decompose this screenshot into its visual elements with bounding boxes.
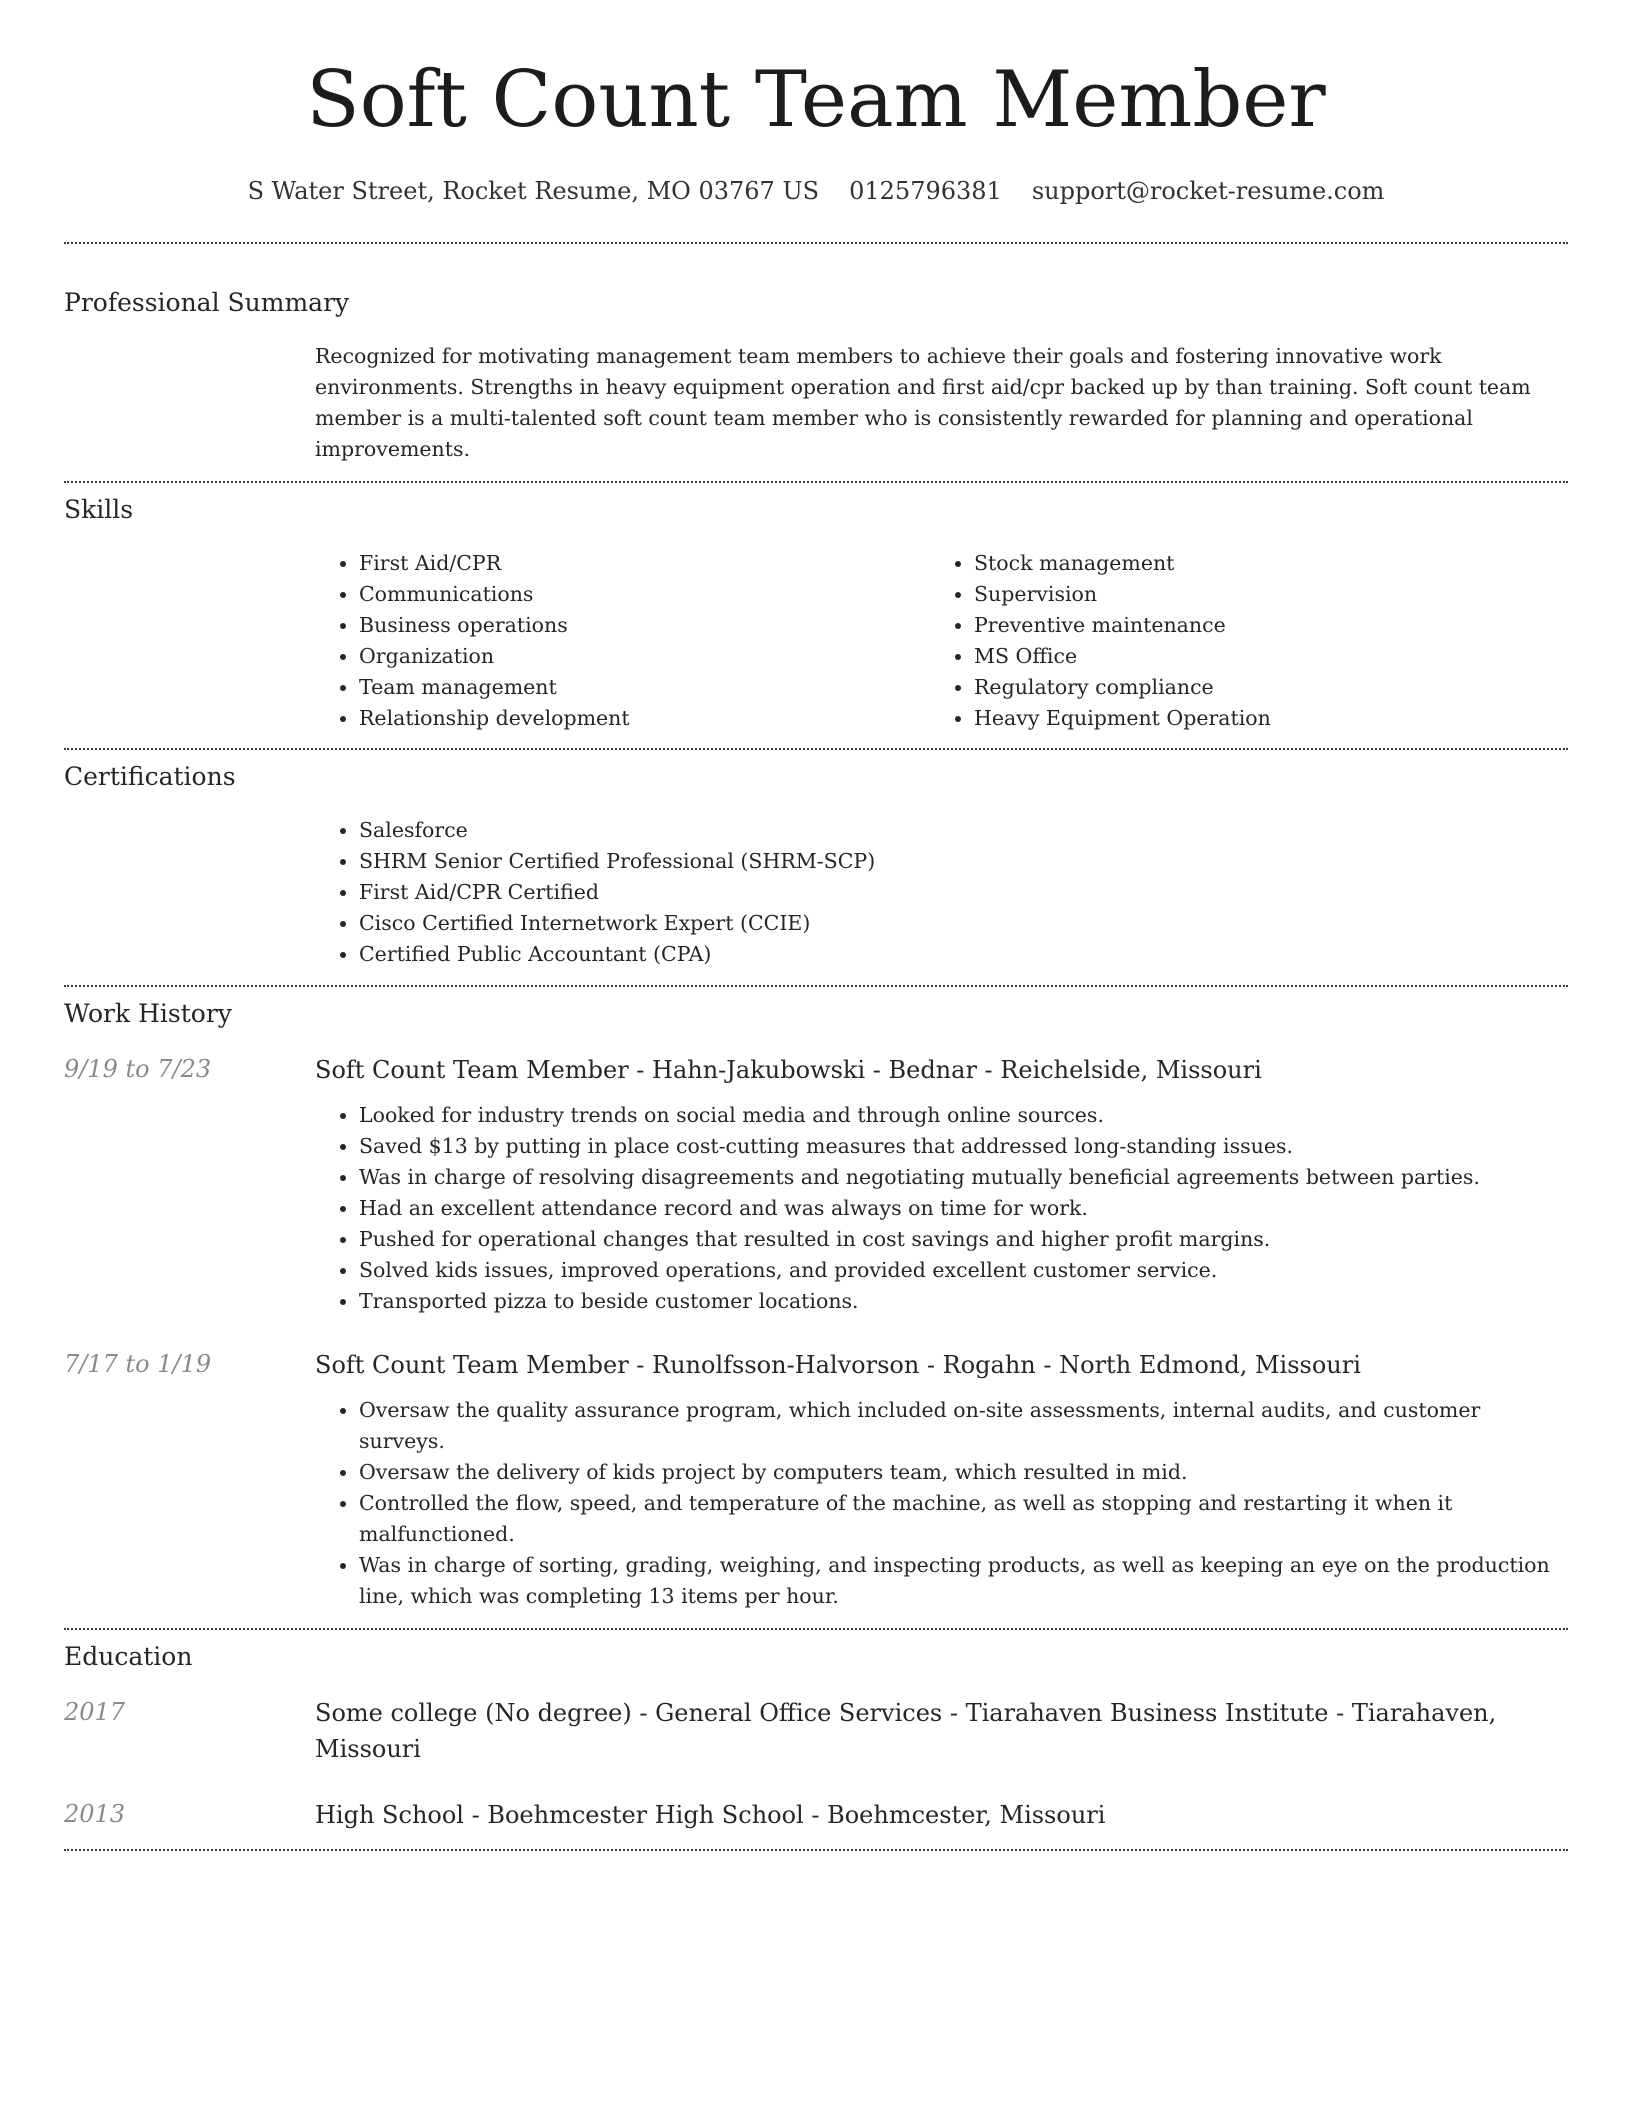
- list-item: • Preventive maintenance: [974, 610, 1545, 641]
- list-item: • Looked for industry trends on social media and through online sources.: [359, 1100, 1568, 1131]
- job-entry: [64, 1347, 1568, 1612]
- list-item: • Pushed for operational changes that resulted in cost savings and higher profit margins.: [359, 1224, 1568, 1255]
- list-item: • Salesforce: [359, 815, 1568, 846]
- list-item: • MS Office: [974, 641, 1545, 672]
- contact-address: S Water Street, Rocket Resume, MO 03767 US: [247, 177, 820, 205]
- list-item: • Certified Public Accountant (CPA): [359, 939, 1568, 970]
- skills-section: [64, 494, 1568, 734]
- list-item: • Organization: [359, 641, 930, 672]
- certifications-list: [315, 815, 1568, 970]
- certifications-heading: Certifications: [64, 762, 236, 791]
- list-item: • Had an excellent attendance record and was always on time for work.: [359, 1193, 1568, 1224]
- divider: [64, 1849, 1568, 1851]
- education-detail: Some college (No degree) - General Office Services - Tiarahaven Business Institute - Tiarahaven, Missouri: [315, 1699, 1497, 1763]
- education-date: 2017: [64, 1698, 126, 1726]
- divider: [64, 1628, 1568, 1630]
- resume-header: [64, 0, 1568, 206]
- list-item: • Oversaw the delivery of kids project by computers team, which resulted in mid.: [359, 1457, 1568, 1488]
- candidate-name: Soft Count Team Member: [306, 55, 1326, 145]
- list-item: • Oversaw the quality assurance program, which included on-site assessments, internal audits, and customer surveys.: [359, 1395, 1568, 1457]
- list-item: • Controlled the flow, speed, and temperature of the machine, as well as stopping and restarting it when it malfunctioned.: [359, 1488, 1568, 1550]
- divider: [64, 242, 1568, 244]
- list-item: • Transported pizza to beside customer locations.: [359, 1286, 1568, 1317]
- education-entry: [64, 1797, 1568, 1833]
- job-entry: [64, 1052, 1568, 1317]
- summary-heading: Professional Summary: [64, 288, 350, 317]
- job-date: 9/19 to 7/23: [64, 1055, 212, 1083]
- list-item: • Heavy Equipment Operation: [974, 703, 1545, 734]
- list-item: • SHRM Senior Certified Professional (SHRM-SCP): [359, 846, 1568, 877]
- job-bullets: [315, 1100, 1568, 1317]
- contact-email[interactable]: support@rocket-resume.com: [1031, 177, 1385, 205]
- job-bullets: [315, 1395, 1568, 1612]
- list-item: • Relationship development: [359, 703, 930, 734]
- divider: [64, 985, 1568, 987]
- skills-heading: Skills: [64, 495, 134, 524]
- education-heading: Education: [64, 1642, 193, 1671]
- resume-page: [64, 0, 1568, 1851]
- education-detail: High School - Boehmcester High School - Boehmcester, Missouri: [315, 1801, 1106, 1829]
- skills-list-right: [930, 548, 1545, 734]
- list-item: • Cisco Certified Internetwork Expert (CCIE): [359, 908, 1568, 939]
- work-history-section: [64, 998, 1568, 1612]
- divider: [64, 748, 1568, 750]
- certifications-section: [64, 761, 1568, 970]
- list-item: • First Aid/CPR: [359, 548, 930, 579]
- list-item: • Was in charge of sorting, grading, weighing, and inspecting products, as well as keeping an eye on the production line, which was completing 13 items per hour.: [359, 1550, 1568, 1612]
- education-section: [64, 1641, 1568, 1833]
- contact-phone: 0125796381: [849, 177, 1002, 205]
- list-item: • Was in charge of resolving disagreements and negotiating mutually beneficial agreements between parties.: [359, 1162, 1568, 1193]
- list-item: • Solved kids issues, improved operations, and provided excellent customer service.: [359, 1255, 1568, 1286]
- education-entry: [64, 1695, 1568, 1767]
- list-item: • Communications: [359, 579, 930, 610]
- list-item: • Stock management: [974, 548, 1545, 579]
- job-title: Soft Count Team Member - Hahn-Jakubowski - Bednar - Reichelside, Missouri: [315, 1056, 1262, 1084]
- list-item: • Supervision: [974, 579, 1545, 610]
- job-title: Soft Count Team Member - Runolfsson-Halvorson - Rogahn - North Edmond, Missouri: [315, 1351, 1361, 1379]
- work-history-heading: Work History: [64, 999, 232, 1028]
- contact-line: [64, 176, 1568, 206]
- list-item: • Saved $13 by putting in place cost-cutting measures that addressed long-standing issues.: [359, 1131, 1568, 1162]
- divider: [64, 481, 1568, 483]
- skills-list-left: [315, 548, 930, 734]
- summary-section: [64, 287, 1568, 465]
- list-item: • Business operations: [359, 610, 930, 641]
- list-item: • Regulatory compliance: [974, 672, 1545, 703]
- list-item: • First Aid/CPR Certified: [359, 877, 1568, 908]
- list-item: • Team management: [359, 672, 930, 703]
- job-date: 7/17 to 1/19: [64, 1350, 212, 1378]
- summary-text: Recognized for motivating management team members to achieve their goals and fostering innovative work environments. Strengths in heavy equipment operation and first aid/cpr backed up by than training. Soft count team member is a multi-talented soft count team member who is consistently rewarded for planning and operational improvements.: [315, 344, 1531, 461]
- education-date: 2013: [64, 1800, 126, 1828]
